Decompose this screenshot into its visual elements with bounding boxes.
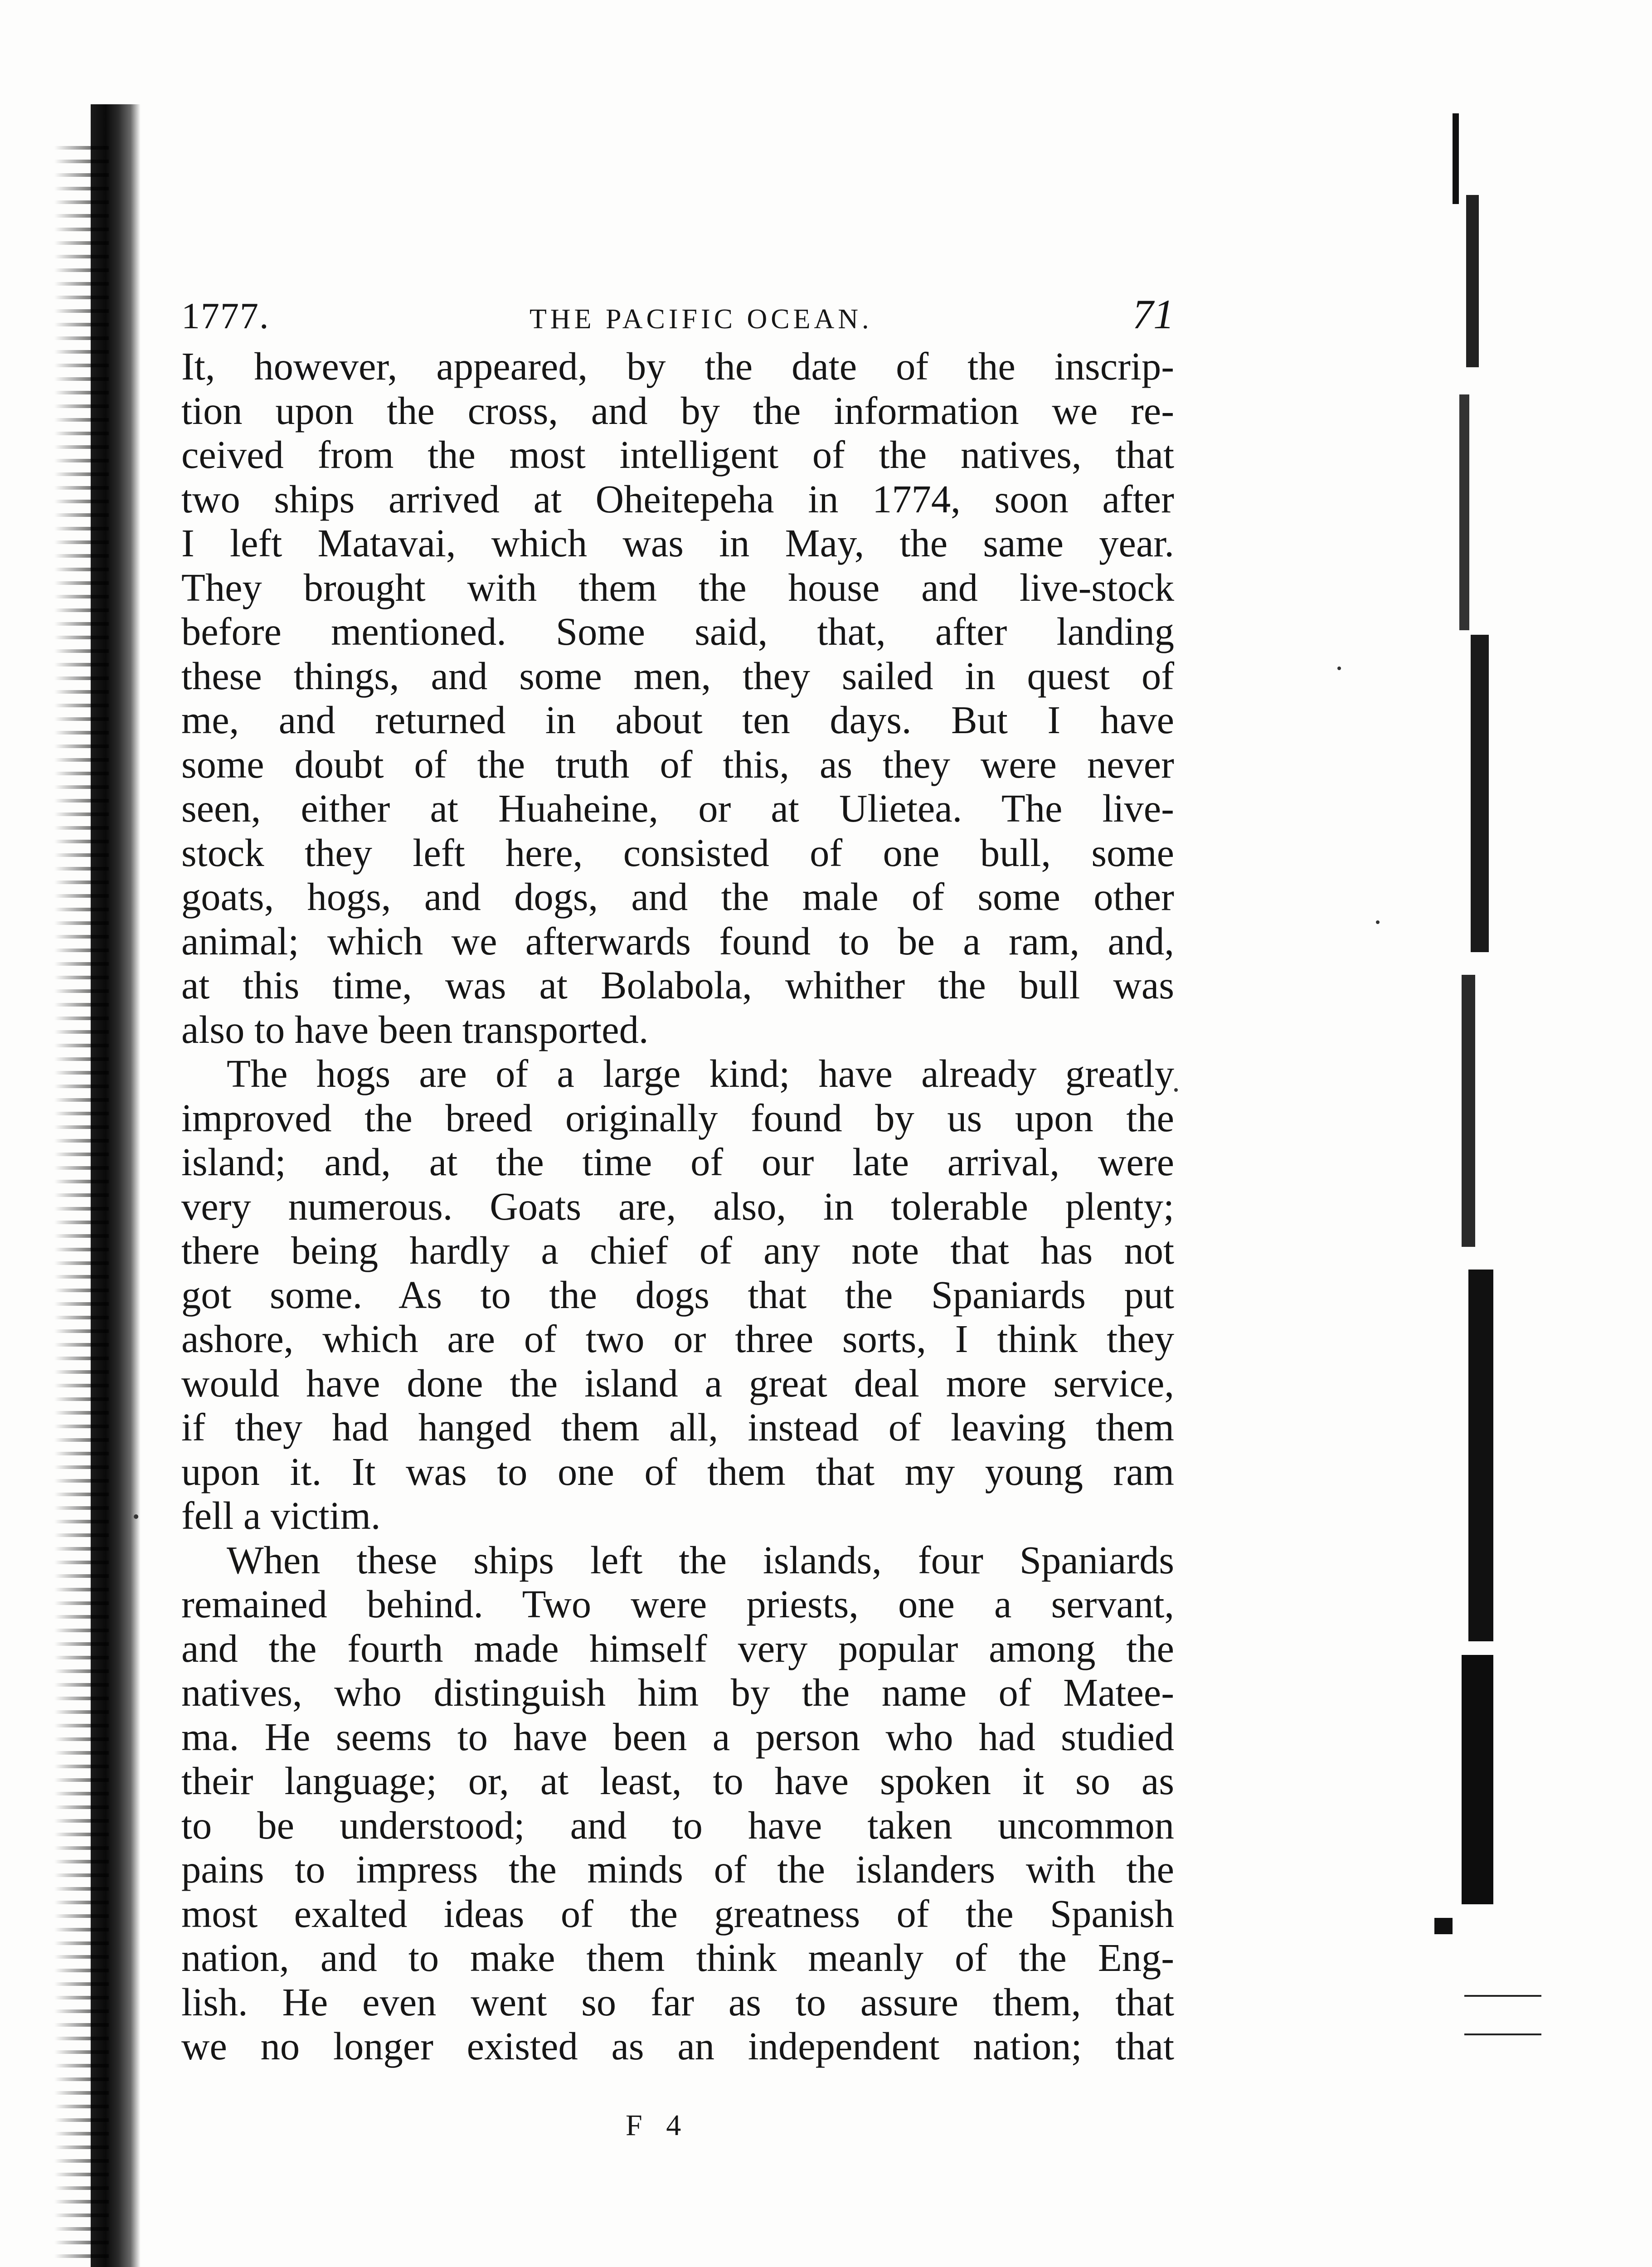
text-line: remained behind. Two were priests, one a servant, (181, 1582, 1174, 1626)
text-line: also to have been transported. (181, 1007, 649, 1051)
text-block (181, 290, 1174, 2069)
text-line: there being hardly a chief of any note that has not (181, 1229, 1174, 1272)
text-line: most exalted ideas of the greatness of the Spanish (181, 1892, 1174, 1936)
text-line: They brought with them the house and live-stock (181, 565, 1174, 609)
text-line: I left Matavai, which was in May, the same year. (181, 521, 1174, 565)
text-line: lish. He even went so far as to assure them, that (181, 1980, 1174, 2024)
text-line: would have done the island a great deal more service, (181, 1361, 1174, 1405)
text-line: natives, who distinguish him by the name of Matee- (181, 1671, 1174, 1714)
text-line: ashore, which are of two or three sorts, I think they (181, 1317, 1174, 1361)
text-line: upon it. It was to one of them that my young ram (181, 1450, 1174, 1493)
text-line: The hogs are of a large kind; have already greatly (227, 1052, 1174, 1095)
signature-mark: F 4 (626, 2109, 690, 2142)
text-line: It, however, appeared, by the date of the inscrip- (181, 345, 1174, 388)
text-line: pains to impress the minds of the islanders with the (181, 1848, 1174, 1891)
speck (1337, 666, 1341, 670)
text-line: if they had hanged them all, instead of leaving them (181, 1406, 1174, 1449)
text-line: ceived from the most intelligent of the natives, that (181, 433, 1174, 477)
text-line: island; and, at the time of our late arrival, were (181, 1140, 1174, 1184)
text-line: very numerous. Goats are, also, in tolerable plenty; (181, 1184, 1174, 1228)
running-header (181, 290, 1174, 345)
text-line: we no longer existed as an independent nation; that (181, 2024, 1174, 2068)
text-line: seen, either at Huaheine, or at Ulietea. The live- (181, 787, 1174, 830)
header-title: THE PACIFIC OCEAN. (529, 304, 873, 335)
binding-edge-texture (54, 136, 109, 2267)
bleed-rule-2 (1464, 2033, 1541, 2035)
text-line: When these ships left the islands, four Spaniards (227, 1538, 1174, 1582)
text-line: and the fourth made himself very popular among the (181, 1626, 1174, 1670)
text-line: stock they left here, consisted of one bull, some (181, 831, 1174, 875)
paragraph-1 (181, 345, 1174, 1052)
bleed-through-marks (1434, 113, 1502, 1972)
page-number: 71 (1132, 291, 1174, 337)
paragraph-3 (181, 1538, 1174, 2069)
text-line: to be understood; and to have taken uncommon (181, 1803, 1174, 1847)
text-line: ma. He seems to have been a person who had studied (181, 1715, 1174, 1759)
speck (1174, 1088, 1178, 1092)
text-line: at this time, was at Bolabola, whither the bull was (181, 963, 1174, 1007)
text-line: goats, hogs, and dogs, and the male of some other (181, 875, 1174, 919)
text-line: these things, and some men, they sailed in quest of (181, 654, 1174, 698)
text-line: some doubt of the truth of this, as they were never (181, 742, 1174, 786)
speck (134, 1514, 138, 1519)
text-line: me, and returned in about ten days. But I have (181, 698, 1174, 742)
text-line: fell a victim. (181, 1494, 381, 1537)
text-line: their language; or, at least, to have spoken it so as (181, 1759, 1174, 1803)
text-line: tion upon the cross, and by the information we re- (181, 389, 1174, 433)
text-line: improved the breed originally found by us upon the (181, 1096, 1174, 1140)
text-line: before mentioned. Some said, that, after landing (181, 610, 1174, 653)
header-year: 1777. (181, 295, 270, 336)
text-line: animal; which we afterwards found to be a ram, and, (181, 919, 1174, 963)
speck (1376, 920, 1380, 924)
text-line: nation, and to make them think meanly of the Eng- (181, 1936, 1174, 1980)
paragraph-2 (181, 1052, 1174, 1538)
bleed-rule-1 (1464, 1995, 1541, 1997)
text-line: two ships arrived at Oheitepeha in 1774, soon after (181, 477, 1174, 521)
text-line: got some. As to the dogs that the Spaniards put (181, 1273, 1174, 1317)
